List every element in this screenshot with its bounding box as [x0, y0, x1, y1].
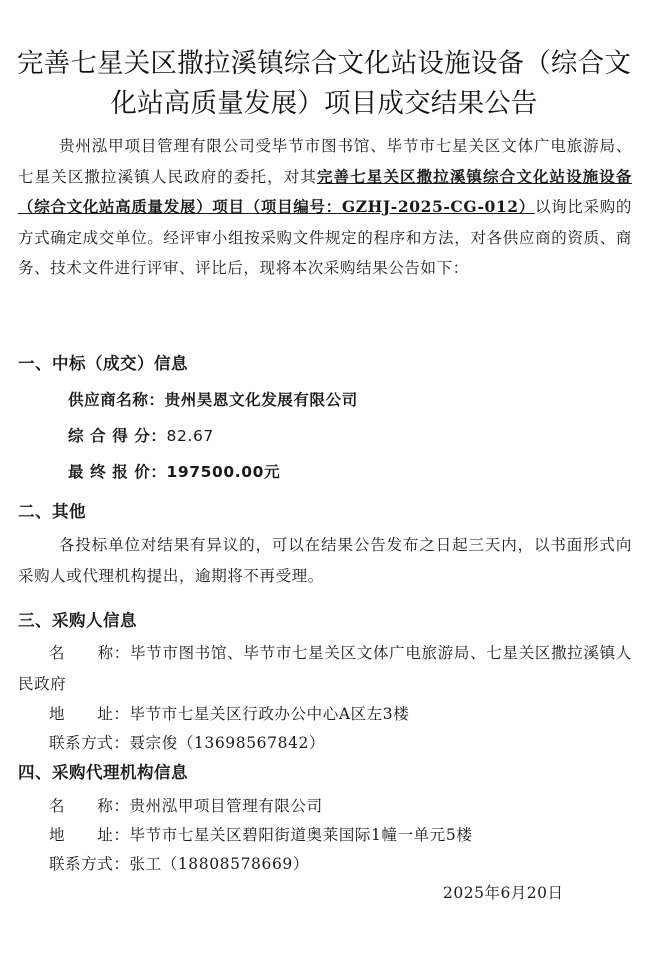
price-value: 197500.00元: [166, 463, 281, 481]
section-heading-purchaser: 三、采购人信息: [18, 611, 137, 630]
objection-paragraph: 各投标单位对结果有异议的，可以在结果公告发布之日起三天内，以书面形式向采购人或代理机构提出，逾期将不再受理。: [18, 536, 632, 585]
purchaser-contact-label: 联系方式：: [49, 734, 130, 752]
purchaser-name-row: [18, 638, 632, 699]
score-label: 综 合 得 分：: [68, 426, 167, 445]
agency-address-value: 毕节市七星关区碧阳街道奥莱国际1幢一单元5楼: [129, 826, 473, 844]
purchaser-address-value: 毕节市七星关区行政办公中心A区左3楼: [129, 705, 410, 723]
price-row: [68, 460, 280, 482]
supplier-value: 贵州昊恩文化发展有限公司: [164, 390, 358, 409]
intro-text-before: 贵州泓甲项目管理有限公司受毕节市图书馆、毕节市七星关区文体广电旅游局、七星关区撒拉溪镇人民政府的委托，对其: [18, 137, 632, 186]
project-name: 完善七星关区撒拉溪镇综合文化站设施设备（综合文化站高质量发展）项目（项目编号：GZHJ-2025-CG-012）: [18, 166, 632, 216]
purchaser-name-value: 毕节市图书馆、毕节市七星关区文体广电旅游局、七星关区撒拉溪镇人民政府: [18, 644, 632, 693]
intro-text-after: 以询比采购的方式确定成交单位。经评审小组按采购文件规定的程序和方法，对各供应商的资质、商务、技术文件进行评审、评比后，现将本次采购结果公告如下：: [18, 198, 633, 277]
purchaser-contact-value: 聂宗俊（13698567842）: [129, 734, 326, 752]
agency-contact-value: 张工（18808578669）: [129, 855, 309, 873]
purchaser-address-label: 地 址：: [49, 705, 130, 723]
purchaser-contact-row: [49, 731, 325, 753]
agency-address-label: 地 址：: [49, 826, 130, 844]
agency-contact-label: 联系方式：: [49, 855, 130, 873]
score-value: 82.67: [166, 427, 214, 445]
price-label: 最 终 报 价：: [68, 462, 167, 481]
purchaser-address-row: [49, 702, 409, 724]
agency-name-value: 贵州泓甲项目管理有限公司: [129, 797, 323, 815]
section-heading-agency: 四、采购代理机构信息: [18, 763, 188, 782]
agency-name-row: [49, 794, 323, 816]
section-heading-award: 一、中标（成交）信息: [18, 354, 188, 373]
purchaser-name-label: 名 称：: [49, 644, 130, 662]
agency-contact-row: [49, 852, 309, 874]
agency-address-row: [49, 823, 472, 845]
supplier-label: 供应商名称：: [68, 390, 165, 409]
page-title: 完善七星关区撒拉溪镇综合文化站设施设备（综合文化站高质量发展）项目成交结果公告: [16, 48, 632, 119]
score-row: [68, 424, 214, 446]
supplier-row: [68, 388, 358, 410]
intro-paragraph: [18, 131, 632, 284]
agency-name-label: 名 称：: [49, 797, 130, 815]
announcement-date: 2025年6月20日: [443, 884, 564, 902]
section-heading-other: 二、其他: [18, 502, 86, 521]
